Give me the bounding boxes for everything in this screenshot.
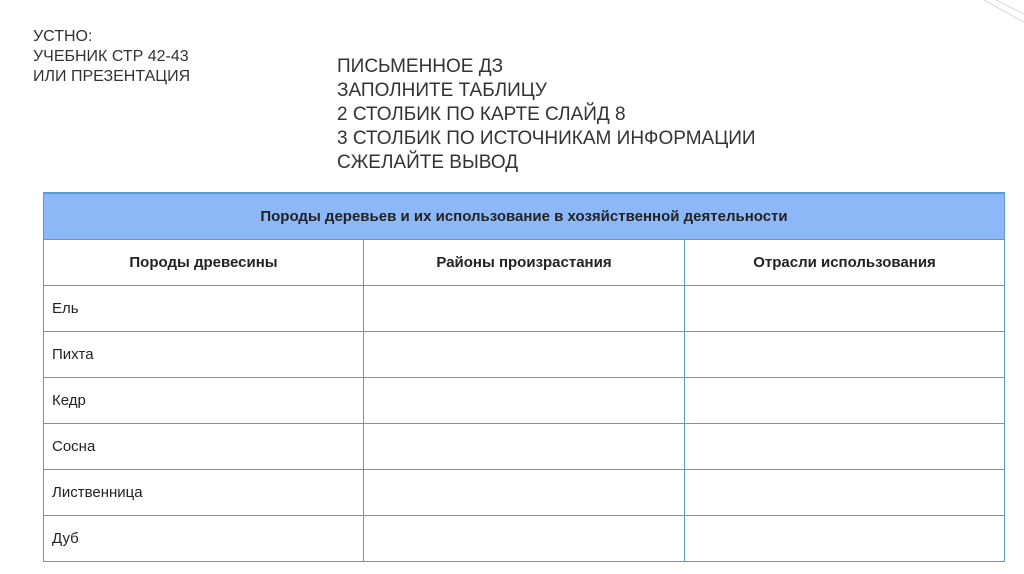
industries-cell[interactable]: [685, 378, 1005, 424]
industries-cell[interactable]: [685, 424, 1005, 470]
table-row: [44, 470, 1005, 516]
oral-line: ИЛИ ПРЕЗЕНТАЦИЯ: [33, 68, 191, 85]
species-cell: Дуб: [44, 516, 364, 562]
table-row: [44, 424, 1005, 470]
table-header-row: [44, 240, 1005, 286]
table-title-row: [44, 193, 1005, 240]
industries-cell[interactable]: [685, 516, 1005, 562]
tree-species-table: [43, 192, 1005, 562]
species-cell: Ель: [44, 286, 364, 332]
industries-cell[interactable]: [685, 470, 1005, 516]
oral-line: УСТНО:: [33, 28, 93, 45]
species-cell: Лиственница: [44, 470, 364, 516]
regions-cell[interactable]: [364, 286, 685, 332]
oral-assignment: [33, 27, 190, 87]
regions-cell[interactable]: [364, 332, 685, 378]
table-row: [44, 378, 1005, 424]
written-line: 3 СТОЛБИК ПО ИСТОЧНИКАМ ИНФОРМАЦИИ: [337, 128, 756, 149]
written-line: ЗАПОЛНИТЕ ТАБЛИЦУ: [337, 80, 547, 101]
table-title: Породы деревьев и их использование в хозяйственной деятельности: [44, 193, 1005, 240]
column-header: Породы древесины: [44, 240, 364, 286]
regions-cell[interactable]: [364, 516, 685, 562]
written-line: 2 СТОЛБИК ПО КАРТЕ СЛАЙД 8: [337, 104, 626, 125]
regions-cell[interactable]: [364, 378, 685, 424]
regions-cell[interactable]: [364, 470, 685, 516]
oral-line: УЧЕБНИК СТР 42-43: [33, 48, 189, 65]
species-cell: Пихта: [44, 332, 364, 378]
written-line: СЖЕЛАЙТЕ ВЫВОД: [337, 152, 519, 173]
industries-cell[interactable]: [685, 286, 1005, 332]
column-header: Отрасли использования: [685, 240, 1005, 286]
table-row: [44, 332, 1005, 378]
corner-decoration: [964, 0, 1024, 30]
species-cell: Сосна: [44, 424, 364, 470]
table-row: [44, 516, 1005, 562]
column-header: Районы произрастания: [364, 240, 685, 286]
written-line: ПИСЬМЕННОЕ ДЗ: [337, 56, 504, 77]
written-assignment: [337, 55, 756, 175]
regions-cell[interactable]: [364, 424, 685, 470]
table-row: [44, 286, 1005, 332]
industries-cell[interactable]: [685, 332, 1005, 378]
species-cell: Кедр: [44, 378, 364, 424]
